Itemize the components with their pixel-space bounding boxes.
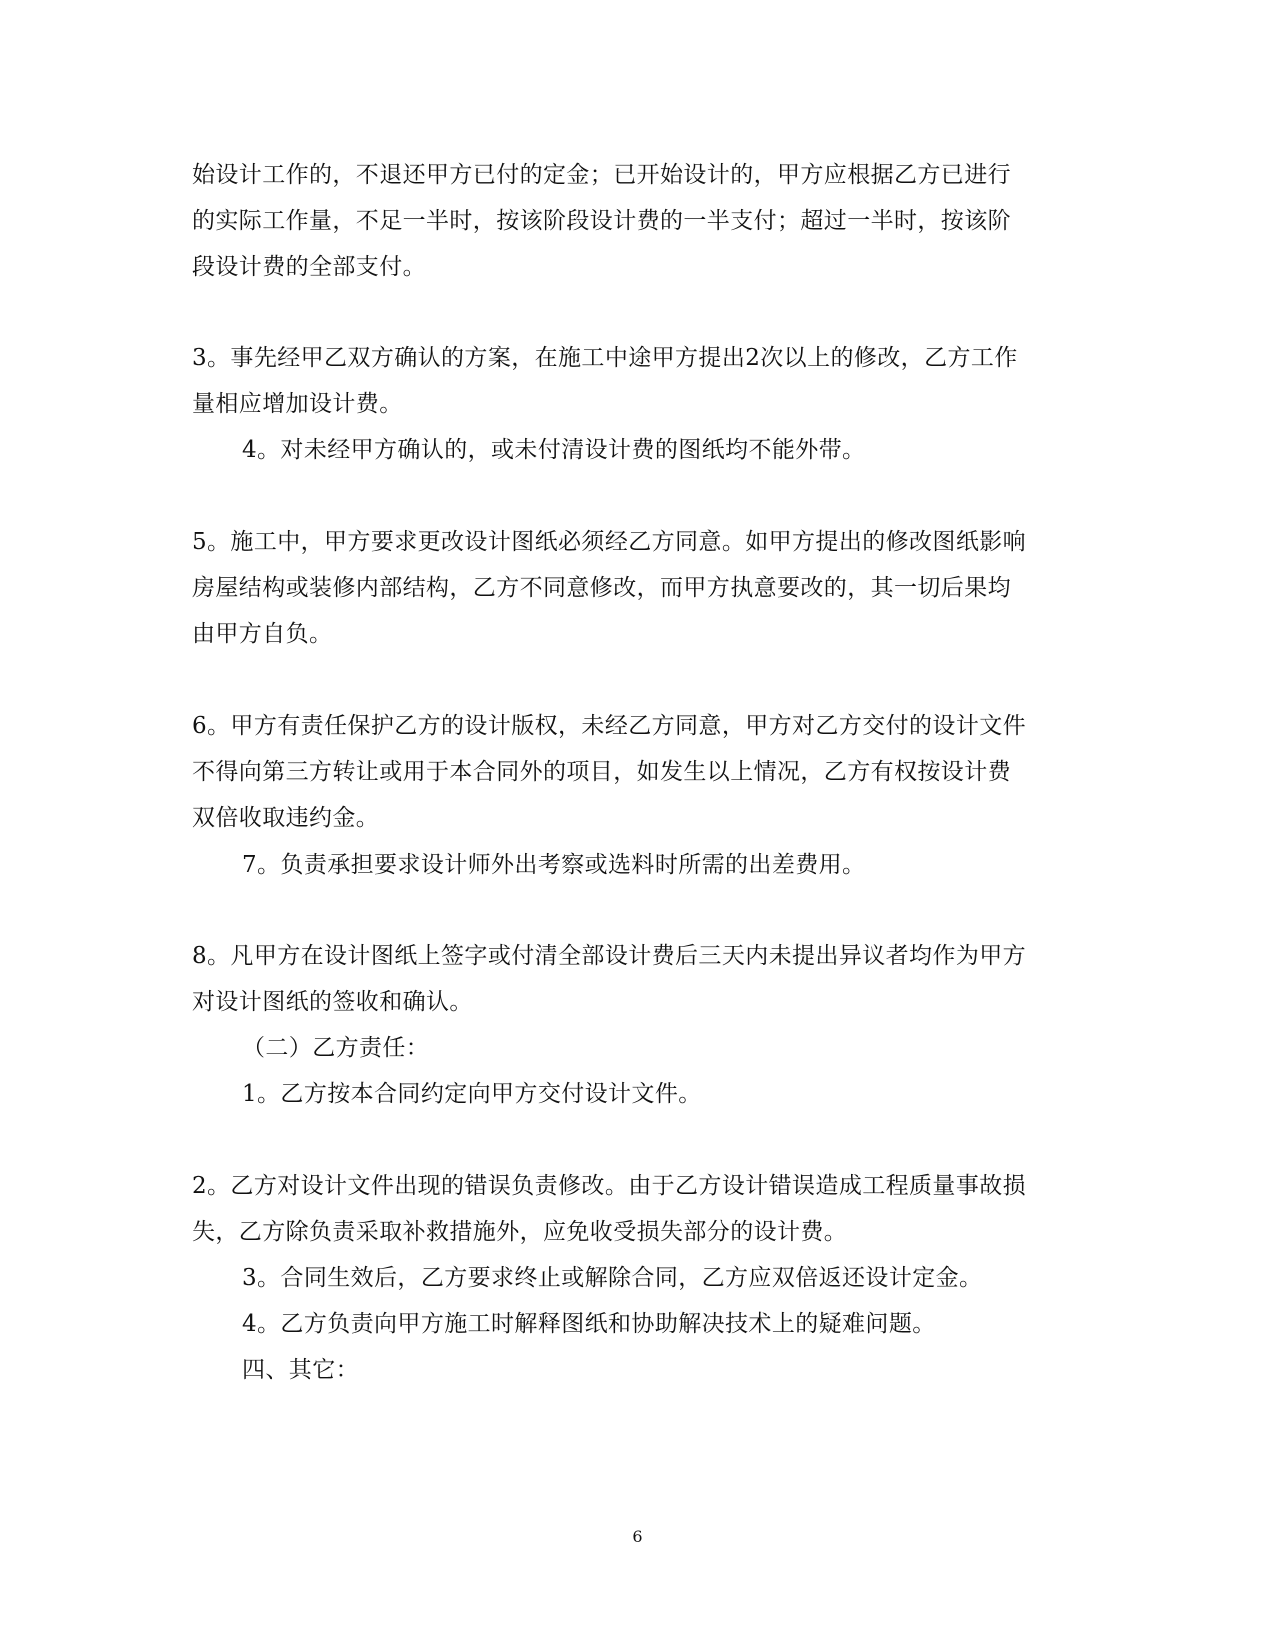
text-line: 3。事先经甲乙双方确认的方案，在施工中途甲方提出2次以上的修改，乙方工作 (192, 345, 1018, 371)
text-line: 的实际工作量，不足一半时，按该阶段设计费的一半支付；超过一半时，按该阶 (192, 208, 1011, 234)
text-line: 对设计图纸的签收和确认。 (192, 989, 473, 1015)
text-line: 房屋结构或装修内部结构，乙方不同意修改，而甲方执意要改的，其一切后果均 (192, 575, 1011, 601)
text-line: 失，乙方除负责采取补救措施外，应免收受损失部分的设计费。 (192, 1219, 848, 1245)
text-line: 6。甲方有责任保护乙方的设计版权，未经乙方同意，甲方对乙方交付的设计文件 (192, 713, 1027, 739)
text-line: 量相应增加设计费。 (192, 391, 403, 417)
text-line: 段设计费的全部支付。 (192, 254, 426, 280)
text-line: 5。施工中，甲方要求更改设计图纸必须经乙方同意。如甲方提出的修改图纸影响 (192, 529, 1027, 555)
text-line: 始设计工作的，不退还甲方已付的定金；已开始设计的，甲方应根据乙方已进行 (192, 162, 1011, 188)
section-heading: 四、其它： (242, 1357, 359, 1383)
text-line: 4。对未经甲方确认的，或未付清设计费的图纸均不能外带。 (242, 437, 866, 463)
page-number: 6 (632, 1527, 643, 1546)
text-line: 7。负责承担要求设计师外出考察或选料时所需的出差费用。 (242, 852, 866, 878)
text-line: 1。乙方按本合同约定向甲方交付设计文件。 (242, 1081, 702, 1107)
text-line: 双倍收取违约金。 (192, 805, 380, 831)
section-heading: （二）乙方责任： (242, 1035, 430, 1061)
text-line: 3。合同生效后，乙方要求终止或解除合同，乙方应双倍返还设计定金。 (242, 1265, 983, 1291)
text-line: 4。乙方负责向甲方施工时解释图纸和协助解决技术上的疑难问题。 (242, 1311, 936, 1337)
text-line: 由甲方自负。 (192, 621, 333, 647)
text-line: 不得向第三方转让或用于本合同外的项目，如发生以上情况，乙方有权按设计费 (192, 759, 1011, 785)
text-line: 8。凡甲方在设计图纸上签字或付清全部设计费后三天内未提出异议者均作为甲方 (192, 943, 1027, 969)
text-line: 2。乙方对设计文件出现的错误负责修改。由于乙方设计错误造成工程质量事故损 (192, 1173, 1027, 1199)
